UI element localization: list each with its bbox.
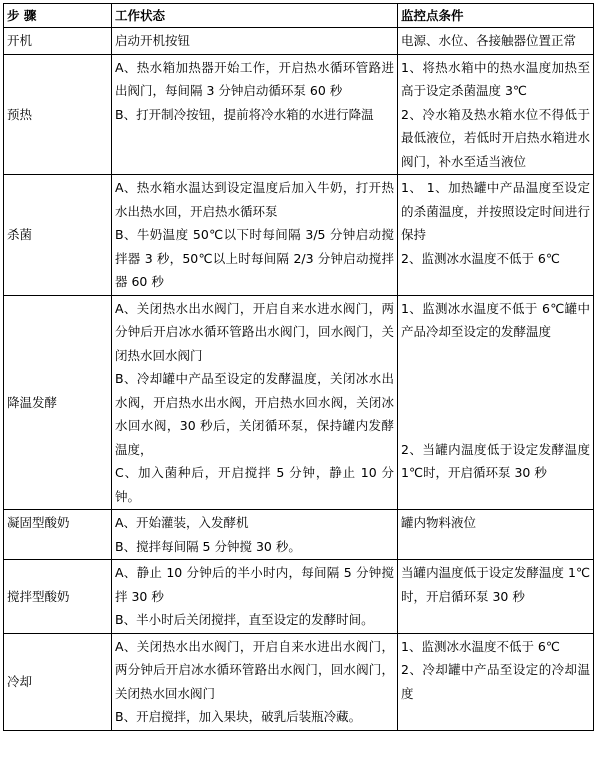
condition-line: 1、将热水箱中的热水温度加热至高于设定杀菌温度 3℃ [401, 59, 590, 98]
state-line: B、搅拌每间隔 5 分钟搅 30 秒。 [115, 538, 301, 554]
condition-cell [398, 28, 594, 55]
header-step: 步 骤 [4, 4, 112, 28]
state-cell [112, 560, 398, 634]
state-cell [112, 510, 398, 560]
step-cell: 杀菌 [4, 175, 112, 296]
step-cell: 搅拌型酸奶 [4, 560, 112, 634]
state-line: B、打开制冷按钮，提前将冷水箱的水进行降温 [115, 106, 374, 122]
state-line: B、半小时后关闭搅拌，直至设定的发酵时间。 [115, 612, 374, 627]
condition-line: 电源、水位、各接触器位置正常 [401, 33, 577, 48]
state-line: B、开启搅拌，加入果块，破乳后装瓶冷藏。 [115, 709, 362, 724]
condition-line: 2、冷水箱及热水箱水位不得低于最低液位，若低时开启热水箱进水阀门，补水至适当液位 [401, 106, 590, 169]
process-document [3, 3, 593, 731]
state-line: A、关闭热水出水阀门，开启自来水进出水阀门，两分钟后开启冰水循环管路出水阀门，回水阀门，关闭热水回水阀门 [115, 638, 394, 701]
table-row [4, 28, 594, 55]
condition-line: 1、 1、加热罐中产品温度至设定的杀菌温度，并按照设定时间进行保持 [401, 180, 590, 242]
condition-line: 2、监测冰水温度不低于 6℃ [401, 250, 560, 266]
state-line: A、热水箱加热器开始工作，开启热水循环管路进出阀门，每间隔 3 分钟启动循环泵 60 秒 [115, 59, 394, 98]
process-table [3, 3, 594, 731]
table-row [4, 295, 594, 510]
condition-line: 当罐内温度低于设定发酵温度 1℃时，开启循环泵 30 秒 [401, 565, 590, 604]
condition-cell [398, 295, 594, 510]
header-condition: 监控点条件 [398, 4, 594, 28]
step-cell: 预热 [4, 54, 112, 175]
state-line: A、开始灌装，入发酵机 [115, 515, 249, 530]
condition-line: 1、监测冰水温度不低于 6℃罐中产品冷却至设定的发酵温度 [401, 300, 590, 339]
condition-cell [398, 175, 594, 296]
state-cell [112, 54, 398, 175]
condition-line: 2、冷却罐中产品至设定的冷却温度 [401, 662, 590, 701]
step-cell: 降温发酵 [4, 295, 112, 510]
condition-cell [398, 560, 594, 634]
condition-line: 罐内物料液位 [401, 515, 477, 530]
state-line: B、冷却罐中产品至设定的发酵温度，关闭冰水出水阀，开启热水出水阀，开启热水回水阀，关闭冰水回水阀，30 秒后，关闭循环泵，保持罐内发酵温度， [115, 371, 394, 457]
state-cell [112, 295, 398, 510]
condition-cell [398, 633, 594, 730]
step-cell: 冷却 [4, 633, 112, 730]
state-line: C、加入菌种后，开启搅拌 5 分钟，静止 10 分钟。 [115, 465, 394, 504]
table-row [4, 175, 594, 296]
state-cell [112, 633, 398, 730]
step-cell: 开机 [4, 28, 112, 55]
table-row [4, 54, 594, 175]
header-state: 工作状态 [112, 4, 398, 28]
step-cell: 凝固型酸奶 [4, 510, 112, 560]
condition-line: 2、当罐内温度低于设定发酵温度 1℃时，开启循环泵 30 秒 [401, 441, 590, 480]
condition-line: 1、监测冰水温度不低于 6℃ [401, 638, 560, 654]
state-line: B、牛奶温度 50℃以下时每间隔 3/5 分钟启动搅拌器 3 秒，50℃以上时每间隔 2/3 分钟启动搅拌器 60 秒 [115, 227, 394, 289]
condition-cell [398, 510, 594, 560]
table-row [4, 510, 594, 560]
table-row [4, 633, 594, 730]
condition-cell [398, 54, 594, 175]
state-line: A、静止 10 分钟后的半小时内，每间隔 5 分钟搅拌 30 秒 [115, 565, 394, 604]
table-row [4, 560, 594, 634]
state-cell [112, 175, 398, 296]
state-line: A、热水箱水温达到设定温度后加入牛奶，打开热水出热水回，开启热水循环泵 [115, 180, 394, 219]
state-cell [112, 28, 398, 55]
table-header-row [4, 4, 594, 28]
state-line: A、关闭热水出水阀门，开启自来水进水阀门，两分钟后开启冰水循环管路出水阀门，回水阀门，关闭热水回水阀门 [115, 300, 394, 363]
state-line: 启动开机按钮 [115, 33, 191, 48]
